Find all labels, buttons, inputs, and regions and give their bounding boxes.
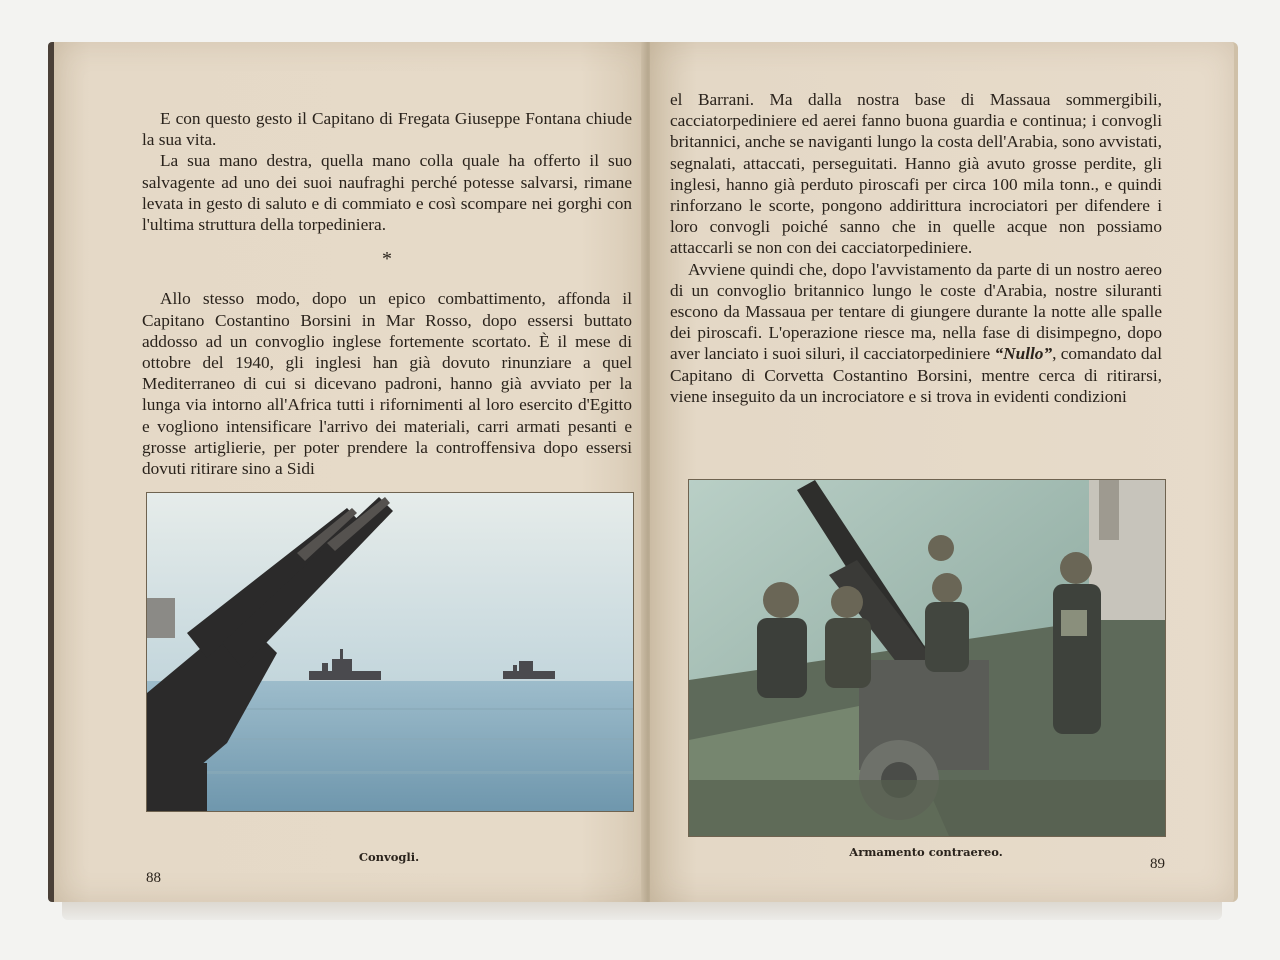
open-booklet bbox=[48, 42, 1234, 912]
page-number-left: 88 bbox=[146, 870, 161, 886]
left-page bbox=[48, 42, 652, 902]
right-paragraph-2-start: Avviene quindi che, dopo l'avvistamento da parte di un nostro aereo di un convoglio britannico lungo le coste d'Arabia, nostre siluranti escono da Massaua per tentare di giungere durante la notte alle spalle dei piroscafi. L'operazione riesce ma, nella fase di disimpegno, dopo aver lanciato i suoi siluri, il cacciatorpediniere bbox=[670, 259, 1162, 364]
right-page-text bbox=[670, 89, 1162, 407]
left-paragraph-3: Allo stesso modo, dopo un epico combattimento, affonda il Capitano Costantino Borsini in Mar Rosso, dopo essersi buttato addosso ad un convoglio inglese fortemente scortato. È il mese di ottobre del 1940, gli inglesi han già dovuto rinunziare a quel Mediterraneo di cui si dicevano padroni, hanno già avviato per la lunga via intorno all'Africa tutti i rifornimenti al loro esercito d'Egitto e vogliono intensificare l'arrivo dei materiali, carri armati pesanti e grosse artiglierie, per poter prendere la controffensiva dopo essersi dovuti ritirare sino a Sidi bbox=[142, 289, 632, 479]
caption-anti-aircraft: Armamento contraereo. bbox=[849, 845, 1003, 859]
right-paragraph-1: el Barrani. Ma dalla nostra base di Massaua sommergibili, cacciatorpediniere ed aerei fanno buona guardia e continua; i convogli britannici, anche se naviganti lungo la costa dell'Arabia, sono avvistati, segnalati, attaccati, perseguitati. Hanno già avuto grosse perdite, gli inglesi, hanno già perduto piroscafi per circa 100 mila tonn., e quindi rinforzano le scorte, pongono addirittura incrociatori per difendere i loro convogli poiché sanno che in quelle acque non possiamo attaccarli se non con dei cacciatorpediniere. bbox=[670, 90, 1162, 258]
anti-aircraft-crew-image bbox=[689, 480, 1165, 836]
left-paragraph-2: La sua mano destra, quella mano colla quale ha offerto il suo salvagente ad uno dei suoi naufraghi perché potesse salvarsi, rimane levata in gesto di saluto e di commiato e così scompare nei gorghi con l'ultima struttura della torpediniera. bbox=[142, 151, 632, 235]
right-page bbox=[650, 42, 1238, 902]
section-separator: * bbox=[382, 248, 392, 271]
right-paragraph-2-end: , comandato dal Capitano di Corvetta Costantino Borsini, mentre cerca di ritirarsi, viene inseguito da un incrociatore e si trova in evidenti condizioni bbox=[670, 344, 1163, 406]
caption-convoys: Convogli. bbox=[358, 850, 420, 864]
right-paragraph-2 bbox=[670, 259, 1162, 407]
left-page-text bbox=[142, 108, 632, 479]
page-number-right: 89 bbox=[1150, 856, 1165, 872]
photo-anti-aircraft bbox=[688, 479, 1166, 837]
convoy-sea-image bbox=[147, 493, 633, 811]
ship-name-nullo: “Nullo” bbox=[994, 344, 1053, 364]
photo-convoys bbox=[146, 492, 634, 812]
left-paragraph-1: E con questo gesto il Capitano di Fregata Giuseppe Fontana chiude la sua vita. bbox=[142, 109, 632, 150]
